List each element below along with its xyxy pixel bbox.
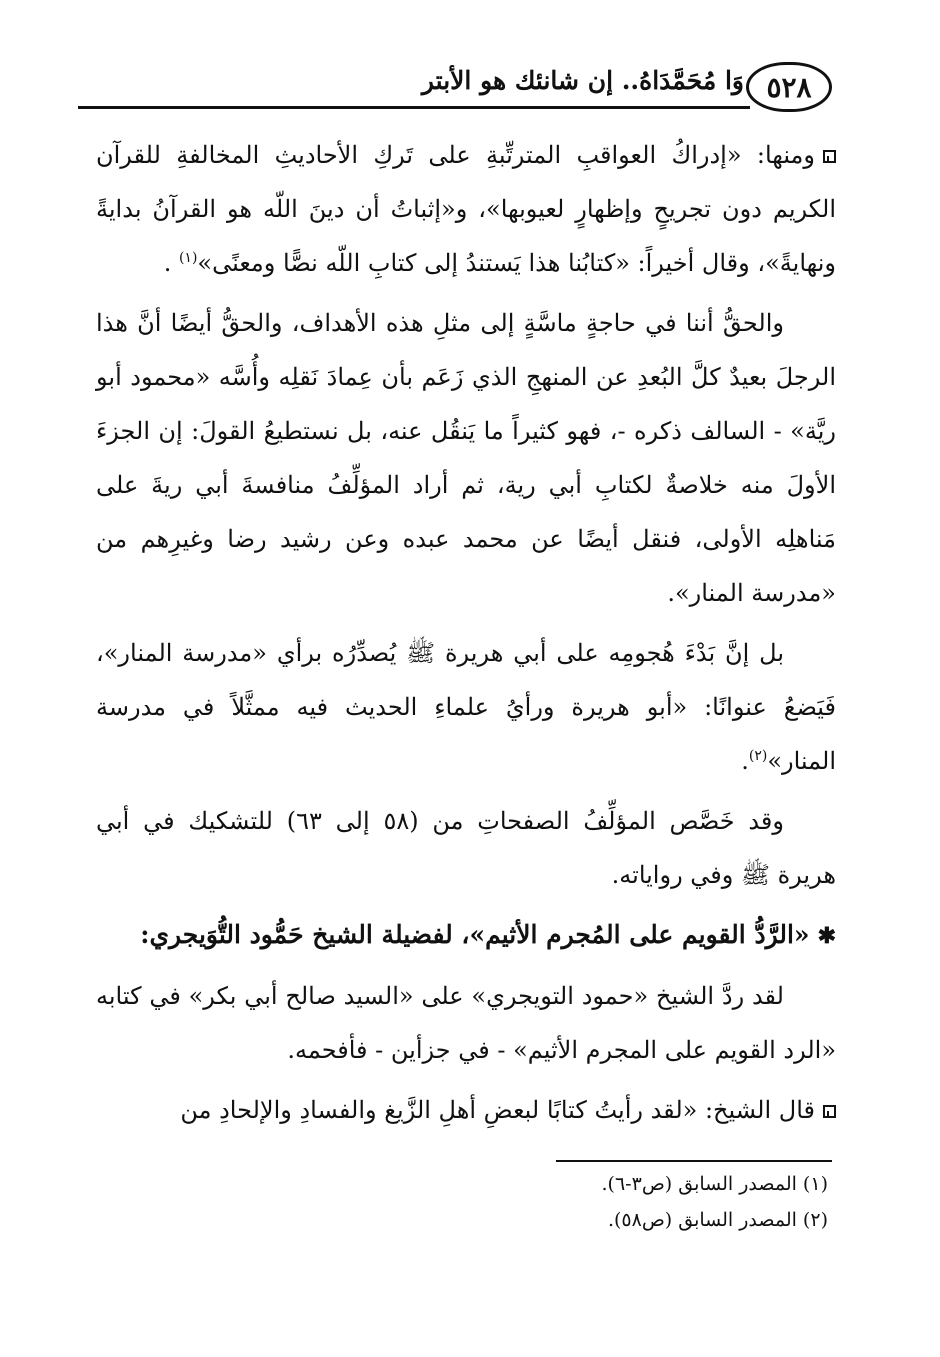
- paragraph-4: وقد خَصَّص المؤلِّفُ الصفحاتِ من (٥٨ إلى ٦٣) للتشكيك في أبي هريرة ﷺ وفي رواياته.: [96, 807, 836, 889]
- paragraph-3-end: .: [741, 747, 749, 775]
- running-title: وَا مُحَمَّدَاهُ.. إن شانئك هو الأبتر: [421, 66, 744, 95]
- asterisk-bullet-icon: ✱: [817, 923, 836, 949]
- paragraph-6-text: قال الشيخ: «لقد رأيتُ كتابًا لبعضِ أهلِ الزَّيغ والفسادِ والإلحادِ من: [180, 1096, 815, 1124]
- paragraph-1: [96, 128, 836, 290]
- section-heading-text: «الرَّدُّ القويم على المُجرم الأثيم»، لفضيلة الشيخ حَمُّود التُّوَيجري:: [140, 920, 810, 949]
- section-heading: [96, 908, 836, 963]
- paragraph-5: لقد ردَّ الشيخ «حمود التويجري» على «السيد صالح أبي بكر» في كتابه «الرد القويم على المجرم الأثيم» - في جزأين - فأفحمه.: [96, 982, 836, 1064]
- paragraph-1-end: .: [163, 249, 179, 277]
- footnote-1: (١) المصدر السابق (ص٣-٦).: [601, 1173, 828, 1195]
- checkbox-bullet-icon: [823, 1105, 836, 1118]
- paragraph-2: والحقُّ أننا في حاجةٍ ماسَّةٍ إلى مثلِ هذه الأهداف، والحقُّ أيضًا أنَّ هذا الرجلَ بعيدٌ كلَّ البُعدِ عن المنهجِ الذي زَعَم بأن عِمادَ نَقلِه وأُسَّه «محمود أبو ريَّة» - السالف ذكره -، فهو كثيراً ما يَنقُل عنه، بل نستطيعُ القولَ: إن الجزءَ الأولَ منه خلاصةٌ لكتابِ أبي رية، ثم أراد المؤلِّفُ منافسةَ أبي ريةَ على مَناهلِه الأولى، فنقل أيضًا عن محمد عبده وعن رشيد رضا وغيرِهم من «مدرسة المنار».: [96, 309, 836, 607]
- footnote-ref-2[interactable]: (٢): [748, 748, 768, 764]
- footnote-rule: [556, 1160, 832, 1162]
- footnote-ref-1[interactable]: (١): [178, 250, 198, 266]
- paragraph-3: [96, 626, 836, 788]
- footnotes: [96, 1166, 828, 1238]
- paragraph-3-text: بل إنَّ بَدْءَ هُجومِه على أبي هريرة ﷺ يُصدِّرُه برأي «مدرسة المنار»، فَيَضعُ عنوانًا: «أبو هريرة ورأيُ علماءِ الحديث فيه ممثَّلاً في مدرسة المنار»: [96, 639, 836, 775]
- paragraph-1-text: ومنها: «إدراكُ العواقبِ المترتِّبةِ على تَركِ الأحاديثِ المخالفةِ للقرآن الكريم دون تجريحٍ وإظهارٍ لعيوبها»، و«إثباتُ أن دينَ اللّه هو القرآنُ بدايةً ونهايةً»، وقال أخيراً: «كتابُنا هذا يَستندُ إلى كتابِ اللّه نصًّا ومعنًى»: [96, 141, 836, 277]
- page-number: ٥٢٨: [746, 62, 832, 112]
- checkbox-bullet-icon: [823, 150, 836, 163]
- paragraph-6: [96, 1083, 836, 1137]
- footnote-2: (٢) المصدر السابق (ص٥٨).: [607, 1209, 828, 1231]
- header-rule: [78, 106, 750, 109]
- main-text: [96, 128, 836, 1143]
